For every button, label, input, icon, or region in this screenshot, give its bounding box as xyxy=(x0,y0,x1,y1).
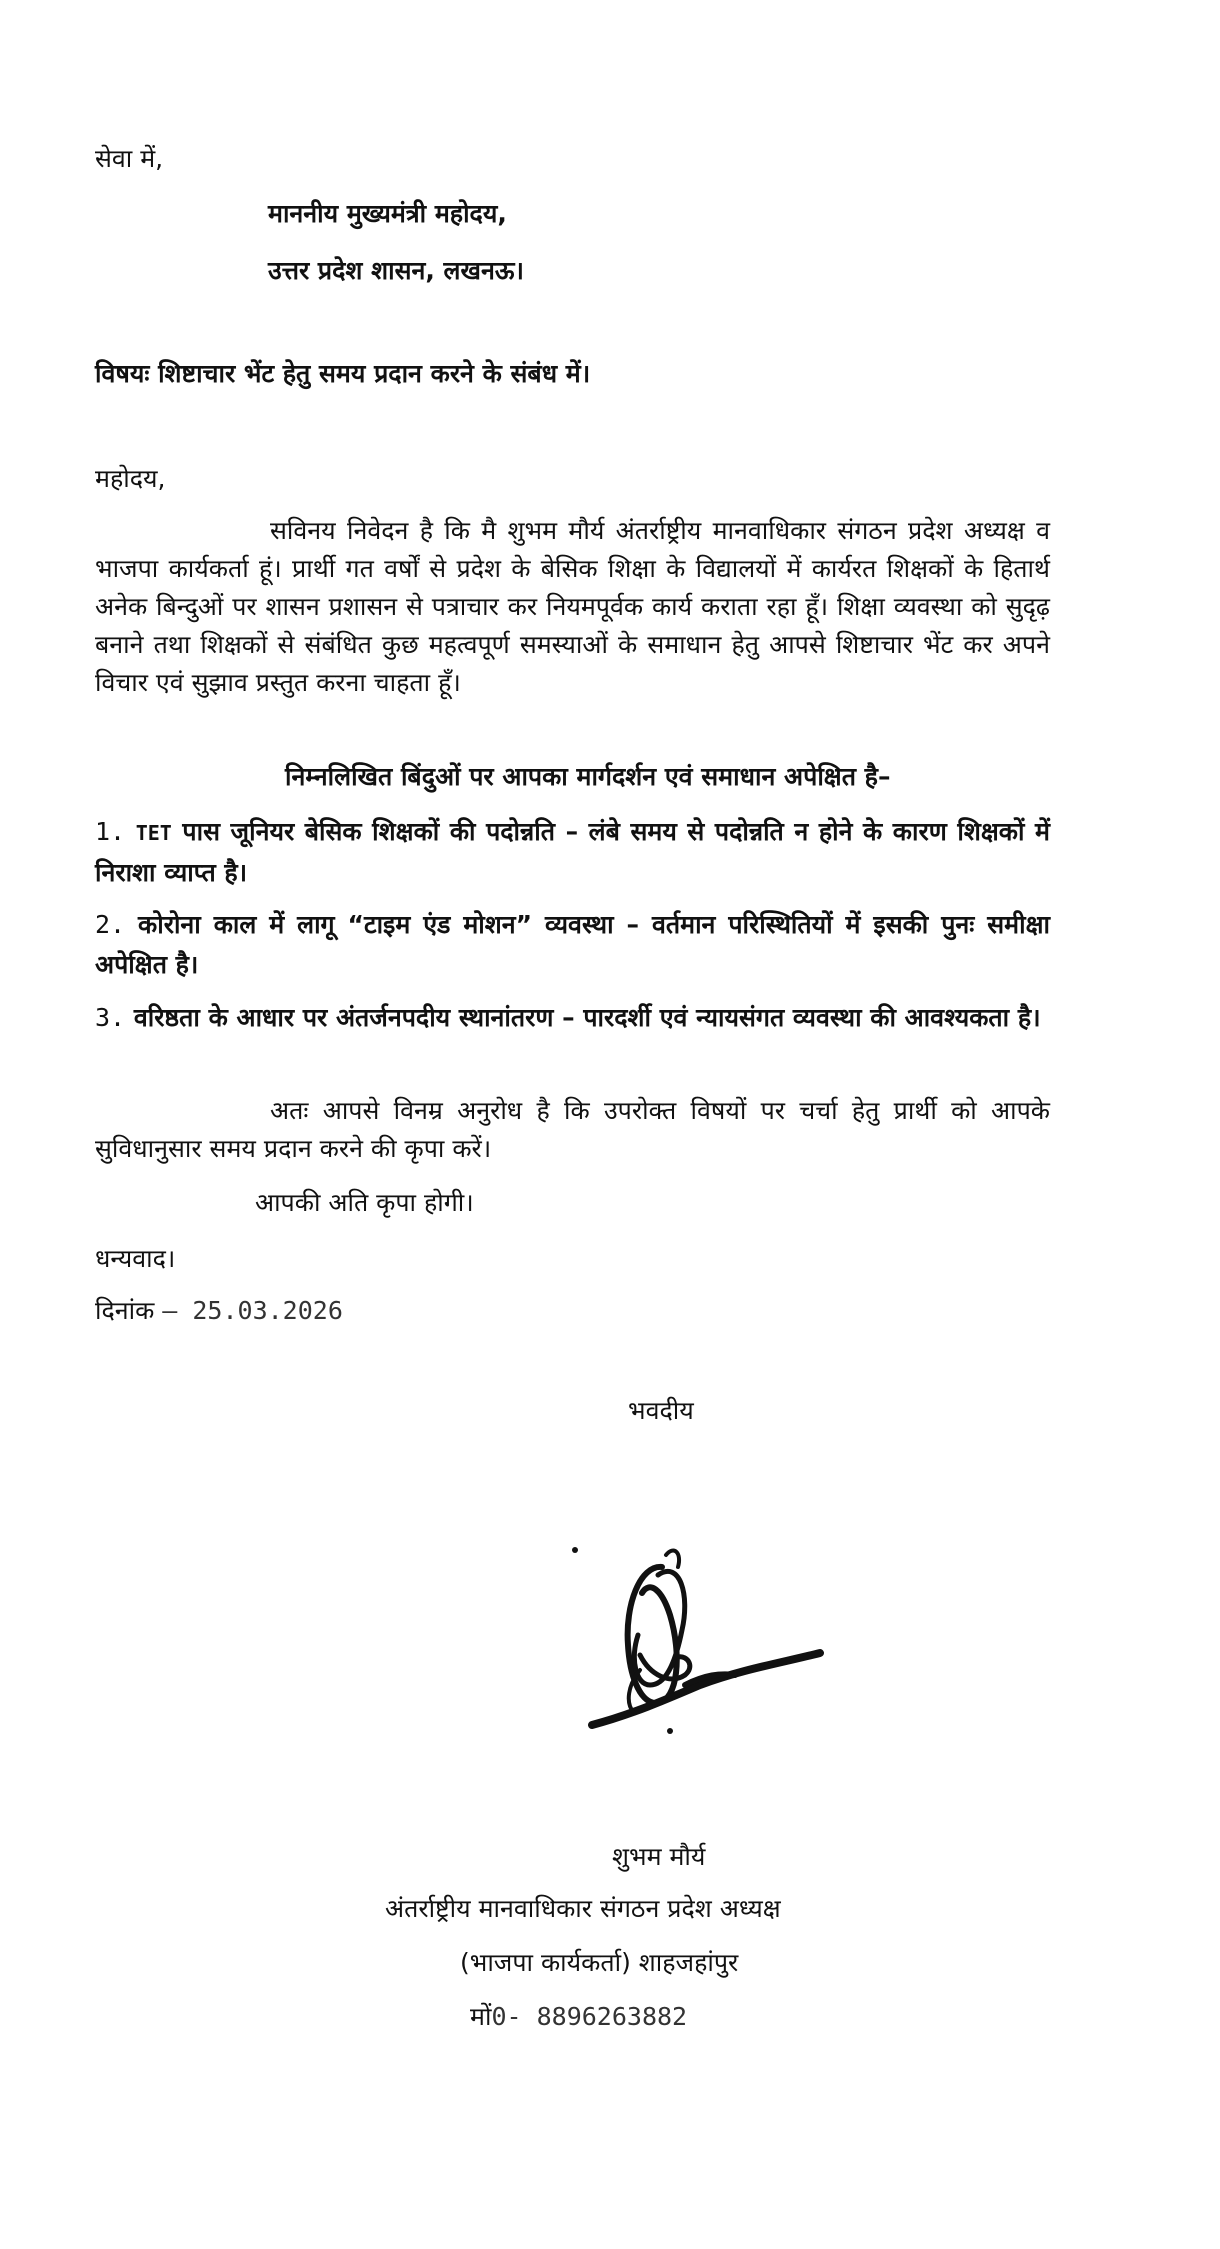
date-line xyxy=(95,1292,343,1330)
points-heading: निम्नलिखित बिंदुओं पर आपका मार्गदर्शन एवं समाधान अपेक्षित है– xyxy=(285,762,891,791)
point-number: 1. xyxy=(95,817,126,846)
point-number: 2. xyxy=(95,910,126,939)
intro-paragraph: सविनय निवेदन है कि मै शुभम मौर्य अंतर्राष्ट्रीय मानवाधिकार संगठन प्रदेश अध्यक्ष व भाजपा कार्यकर्ता हूं। प्रार्थी गत वर्षों से प्रदेश के बेसिक शिक्षा के विद्यालयों में कार्यरत शिक्षकों के हितार्थ अनेक बिन्दुओं पर शासन प्रशासन से पत्राचार कर नियमपूर्वक कार्य कराता रहा हूँ। शिक्षा व्यवस्था को सुदृढ़ बनाने तथा शिक्षकों से संबंधित कुछ महत्वपूर्ण समस्याओं के समाधान हेतु आपसे शिष्टाचार भेंट कर अपने विचार एवं सुझाव प्रस्तुत करना चाहता हूँ। xyxy=(95,516,1050,697)
sender-name: शुभम मौर्य xyxy=(612,1842,706,1871)
mobile-label: मों xyxy=(470,2002,492,2031)
point-abbr: TET xyxy=(135,821,172,845)
point-number: 3. xyxy=(95,1003,126,1032)
signature-image xyxy=(570,1535,840,1750)
mobile-value: 0- 8896263882 xyxy=(491,2002,688,2031)
point-text: कोरोना काल में लागू “टाइम एंड मोशन” व्यवस्था – वर्तमान परिस्थितियों में इसकी पुनः समीक्षा अपेक्षित है। xyxy=(95,910,1050,979)
date-value: – 25.03.2026 xyxy=(162,1296,343,1325)
recipient-line-1: माननीय मुख्यमंत्री महोदय, xyxy=(268,199,507,228)
sender-designation: अंतर्राष्ट्रीय मानवाधिकार संगठन प्रदेश अध्यक्ष xyxy=(385,1894,781,1923)
date-label: दिनांक xyxy=(95,1296,155,1325)
subject-line: विषयः शिष्टाचार भेंट हेतु समय प्रदान करने के संबंध में। xyxy=(95,359,591,388)
point-item-3 xyxy=(95,998,1050,1038)
sender-mobile xyxy=(470,1998,687,2036)
point-text: वरिष्ठता के आधार पर अंतर्जनपदीय स्थानांतरण – पारदर्शी एवं न्यायसंगत व्यवस्था की आवश्यकता है। xyxy=(133,1003,1041,1032)
salutation-to: सेवा में, xyxy=(95,144,164,173)
recipient-line-2: उत्तर प्रदेश शासन, लखनऊ। xyxy=(268,256,524,285)
point-text: पास जूनियर बेसिक शिक्षकों की पदोन्नति – लंबे समय से पदोन्नति न होने के कारण शिक्षकों में निराशा व्याप्त है। xyxy=(95,817,1050,887)
thanks-line: धन्यवाद। xyxy=(95,1244,176,1273)
point-item-1 xyxy=(95,812,1050,893)
greeting: महोदय, xyxy=(95,464,166,493)
request-paragraph: अतः आपसे विनम्र अनुरोध है कि उपरोक्त विषयों पर चर्चा हेतु प्रार्थी को आपके सुविधानुसार समय प्रदान करने की कृपा करें। xyxy=(95,1096,1050,1163)
point-item-2 xyxy=(95,905,1050,985)
sender-affiliation: (भाजपा कार्यकर्ता) शाहजहांपुर xyxy=(460,1948,739,1977)
closing-line: भवदीय xyxy=(628,1396,694,1425)
kindness-line: आपकी अति कृपा होगी। xyxy=(255,1188,474,1217)
